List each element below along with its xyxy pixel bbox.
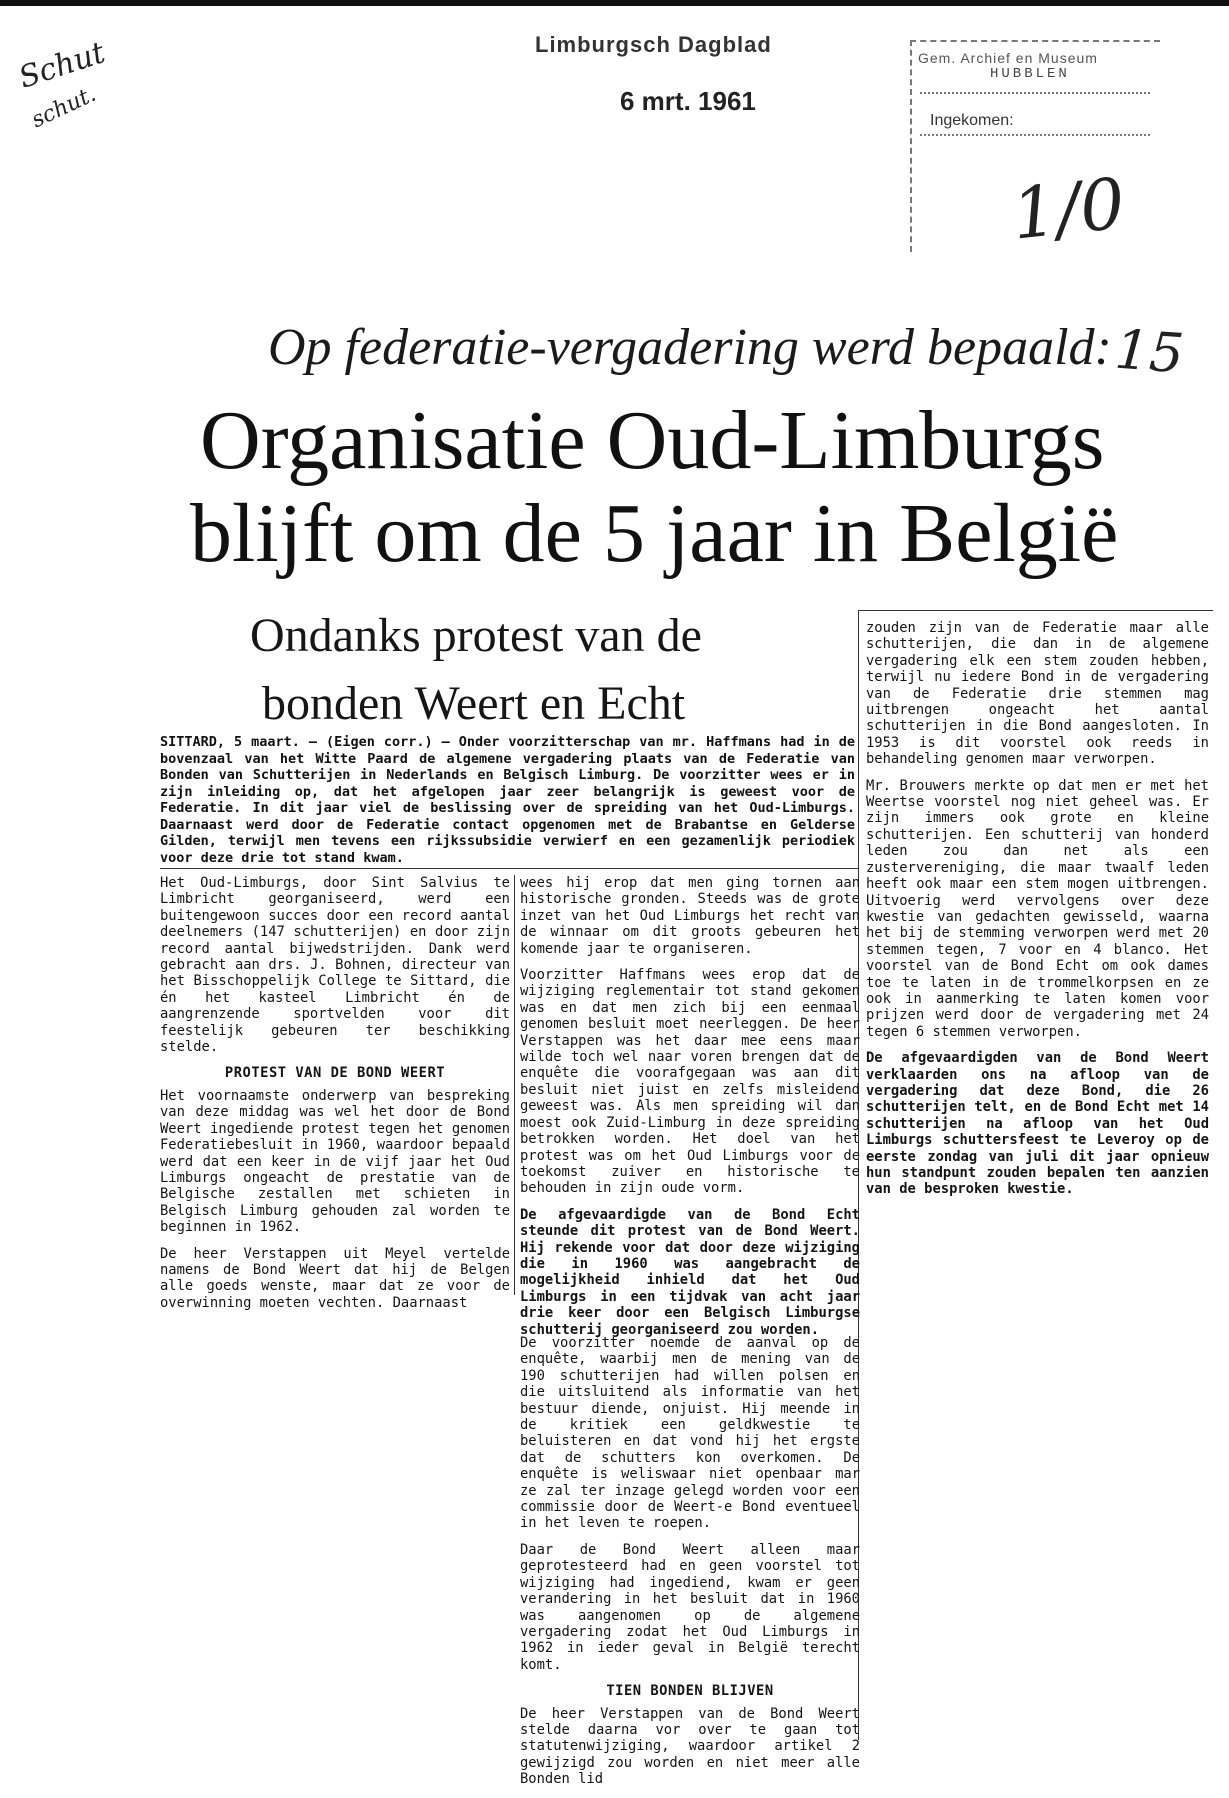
paragraph: De afgevaardigde van de Bond Echt steunde dit protest van de Bond Weert. Hij rekende voor dat door deze wijziging die in 1960 was aangebracht de mogelijkheid inhield dat het Oud Limburgs in een tijdvak van acht jaar drie keer door een Belgisch Limburgse schutterij georganiseerd zou worden.	[520, 1206, 860, 1338]
section-heading: PROTEST VAN DE BOND WEERT	[224, 1065, 446, 1082]
stamp-institution: Gem. Archief en Museum	[918, 50, 1098, 66]
handwritten-number: 1/0	[1008, 162, 1129, 256]
section-heading: TIEN BONDEN BLIJVEN	[606, 1683, 774, 1700]
handwritten-note-2: schut.	[27, 81, 100, 134]
top-border	[0, 0, 1229, 6]
paragraph: zouden zijn van de Federatie maar alle schutterijen, die dan in de algemene vergadering elk een stem zouden hebben, terwijl nu iedere Bond in de vergadering van de Federatie drie stemmen mag uitbrengen ongeacht het aantal schutterijen in die Bond aangesloten. In 1953 is dit voorstel ook reeds in behandeling genomen maar verworpen.	[866, 620, 1209, 768]
stamp-place: HUBBLEN	[990, 66, 1070, 82]
handwritten-note: Schut	[14, 35, 110, 96]
article-column-2	[520, 875, 860, 1348]
article-column-2-continued	[520, 1335, 860, 1798]
article-column-3	[866, 620, 1209, 1208]
paragraph: wees hij erop dat men ging tornen aan historische gronden. Steeds was de grote inzet van het Oud Limburgs het recht van de winnaar om dit groots gebeuren het komende jaar te organiseren.	[520, 875, 860, 957]
newspaper-name: Limburgsch Dagblad	[535, 32, 772, 57]
subheadline-line-1: Ondanks protest van de	[250, 609, 702, 662]
paragraph: Mr. Brouwers merkte op dat men er met het Weertse voorstel nog niet geheel was. Er zijn immers ook grote en kleine schutterijen. Een schutterij van honderd leden zou dan net als een zustervereniging, die maar twaalf leden heeft ook maar een stem mogen uitbrengen. Uitvoerig werd vervolgens over deze kwestie van gedachten gewisseld, waarna het bij de stemming verworpen werd met 20 stemmen tegen, 7 voor en 4 blanco. Het voorstel van de Bond Echt om ook dames toe te laten in de trommelkorpsen en ze ook in aanmerking te laten komen voor prijzen werd door de vergadering met 24 tegen 6 stemmen verworpen.	[866, 777, 1209, 1040]
column-rule	[160, 868, 858, 869]
stamp-divider	[920, 134, 1150, 136]
headline-kicker: Op federatie-vergadering werd bepaald:	[268, 319, 1112, 376]
column-rule	[858, 610, 1213, 611]
paragraph: Daar de Bond Weert alleen maar geprotesteerd had en geen voorstel tot wijziging had ingediend, kwam er geen verandering in het besluit dat in 1960 was aangenomen op de algemene vergadering zodat het Oud Limburgs in 1962 in ieder geval in België terecht komt.	[520, 1541, 860, 1673]
paragraph: De heer Verstappen van de Bond Weert stelde daarna vor over te gaan tot statutenwijziging, waardoor artikel 2 gewijzigd zou worden en niet meer alle Bonden lid	[520, 1705, 860, 1788]
paragraph: De heer Verstappen uit Meyel vertelde namens de Bond Weert dat hij de Belgen alle goeds wenste, maar dat ze voor de overwinning moeten vechten. Daarnaast	[160, 1245, 510, 1311]
paragraph: De voorzitter noemde de aanval op de enquête, waarbij men de mening van de 190 schutterijen had willen polsen en die uitsluitend als informatie van het bestuur diende, onjuist. Hij meende in de kritiek een geldkwestie te beluisteren en dat vond hij het ergste dat de schutters kon overkomen. De enquête is weliswaar niet openbaar mar ze zal ter inzage gelegd worden voor een commissie door de Weert-e Bond eventueel in het leven te roepen.	[520, 1335, 860, 1532]
subheadline-line-2: bonden Weert en Echt	[262, 677, 686, 730]
newspaper-date: 6 mrt. 1961	[620, 86, 756, 116]
paragraph: Het voornaamste onderwerp van bespreking van deze middag was wel het door de Bond Weert ingediende protest tegen het genomen Federatiebesluit in 1960, waardoor bepaald werd dat een keer in de vijf jaar het Oud Limburgs ongeacht de prestatie van de Belgische zestallen met schieten in Belgisch Limburg gehouden zal worden te beginnen in 1962.	[160, 1087, 510, 1236]
handwritten-page-number: 15	[1112, 317, 1186, 386]
stamp-received-label: Ingekomen:	[930, 112, 1014, 129]
stamp-divider	[920, 92, 1150, 94]
headline-line-2: blijft om de 5 jaar in België	[190, 487, 1119, 580]
paragraph: De afgevaardigden van de Bond Weert verklaarden ons na afloop van de vergadering dat deze Bond, die 26 schutterijen telt, en de Bond Echt met 14 schutterijen na afloop van het Oud Limburgs schuttersfeest te Leveroy op de eerste zondag van juli dit jaar opnieuw hun standpunt zouden bepalen ten aanzien van de besproken kwestie.	[866, 1050, 1209, 1198]
paragraph: Het Oud-Limburgs, door Sint Salvius te Limbricht georganiseerd, werd een buitengewoon succes door een record aantal deelnemers (147 schutterijen) en door zijn record aantal bijwedstrijden. Dank werd gebracht aan drs. J. Bohnen, directeur van het Bisschoppelijk College te Sittard, die én het kasteel Limbricht én de aangrenzende sportvelden voor dit feestelijk gebeuren ter beschikking stelde.	[160, 875, 510, 1056]
column-rule	[514, 875, 515, 1295]
article-column-1	[160, 875, 510, 1321]
headline-line-1: Organisatie Oud-Limburgs	[200, 394, 1105, 487]
lead-paragraph: SITTARD, 5 maart. — (Eigen corr.) — Onder voorzitterschap van mr. Haffmans had in de bovenzaal van het Witte Paard de algemene vergadering plaats van de Federatie van Bonden van Schutterijen in Nederlands en Belgisch Limburg. De voorzitter wees er in zijn inleiding op, dat het afgelopen jaar zeer belangrijk is geweest voor de Federatie. In dit jaar viel de beslissing over de spreiding van het Oud-Limburgs. Daarnaast werd door de Federatie contact opgenomen met de Brabantse en Gelderse Gilden, terwijl men tevens een rijkssubsidie verwierf en een gezamenlijk periodiek voor deze drie tot stand kwam.	[160, 734, 855, 866]
paragraph: Voorzitter Haffmans wees erop dat de wijziging reglementair tot stand gekomen was en dat men zich bij een eenmaal genomen besluit moet neerleggen. De heer Verstappen was het daar mee eens maar wilde toch wel naar voren brengen dat de enquête die voorafgegaan was aan dit besluit niet juist en zelfs misleidend geweest was. Als men spreiding wil dan moest ook Zuid-Limburg in deze spreiding betrokken worden. Het doel van het protest was om het Oud Limburgs voor de toekomst zuiver en historische te behouden in zijn oude vorm.	[520, 967, 860, 1197]
